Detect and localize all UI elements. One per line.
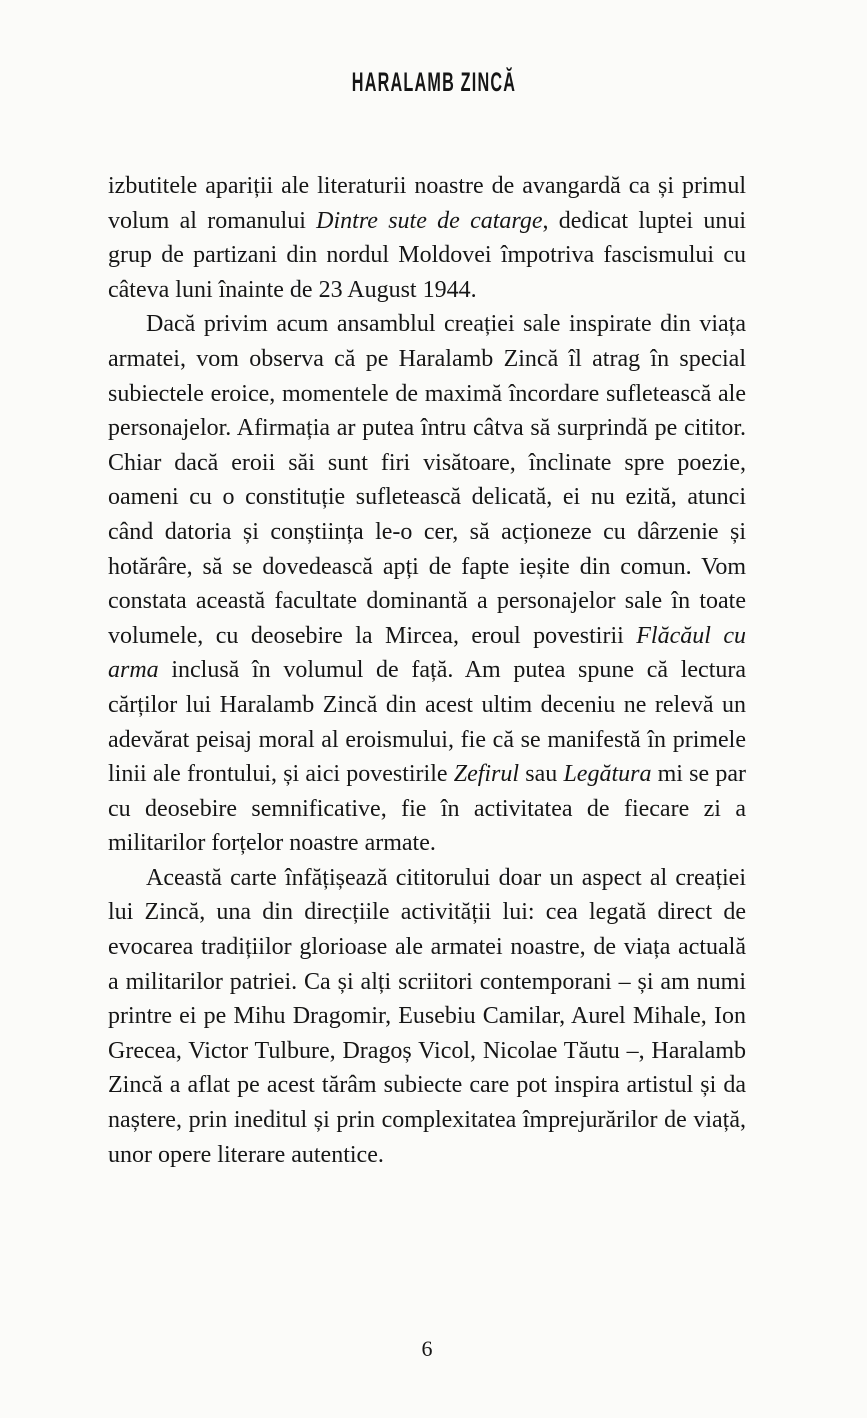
text-segment: Această carte înfățișează cititorului doar un aspect al creației lui Zincă, una din direcțiile activității lui: cea legată direct de evocarea tradițiilor glorioase ale armatei noastre, de viața actuală a militarilor patriei. Ca și alți scriitori contemporani – și am numi printre ei pe Mihu Dragomir, Eusebiu Camilar, Aurel Mihale, Ion Grecea, Victor Tulbure, Dragoș Vicol, Nicolae Tăutu –, Haralamb Zincă a aflat pe acest tărâm subiecte care pot inspira artistul și da naștere, prin ineditul și prin complexitatea împrejurărilor de viață, unor opere literare autentice. [108,864,746,1168]
paragraph [108,861,746,1172]
text-segment: mi se par cu deosebire semnificative, fie în activitatea de fiecare zi a militarilor forțelor noastre armate. [108,761,746,857]
text-segment: inclusă în volumul de față. Am putea spune că lectura cărților lui Haralamb Zincă din acest ultim deceniu ne relevă un adevărat peisaj moral al eroismului, fie că se manifestă în primele linii ale frontului, și aici povestirile [108,657,746,788]
page-number: 6 [421,1336,433,1361]
book-title-italic: Zefirul [453,761,520,788]
paragraph [108,307,746,861]
book-title-italic: Flăcăul cu arma [108,622,746,684]
book-title-italic: Dintre sute de catarge [316,207,543,234]
page-footer [108,1336,746,1362]
text-segment: sau [519,761,564,788]
book-title-italic: Legătura [563,761,652,788]
running-head [0,67,867,98]
paragraph [108,169,746,307]
text-segment: izbutitele apariții ale literaturii noastre de avangardă ca și primul volum al romanului [108,173,746,234]
body-text [108,169,746,1172]
text-segment: , dedicat luptei unui grup de partizani din nordul Moldovei împotriva fascismului cu câteva luni înainte de 23 August 1944. [108,207,746,303]
text-segment: Dacă privim acum ansamblul creației sale inspirate din viața armatei, vom observa că pe Haralamb Zincă îl atrag în special subiectele eroice, momentele de maximă încordare sufletească ale personajelor. Afirmația ar putea întru câtva să surprindă pe cititor. Chiar dacă eroii săi sunt firi visătoare, înclinate spre poezie, oameni cu o constituție sufletească delicată, ei nu ezită, atunci când datoria și conștiința le-o cer, să acționeze cu dârzenie și hotărâre, să se dovedească apți de fapte ieșite din comun. Vom constata această facultate dominantă a personajelor sale în toate volumele, cu deosebire la Mircea, eroul povestirii [108,311,746,649]
page-header-author: HARALAMB ZINCĂ [351,67,516,97]
